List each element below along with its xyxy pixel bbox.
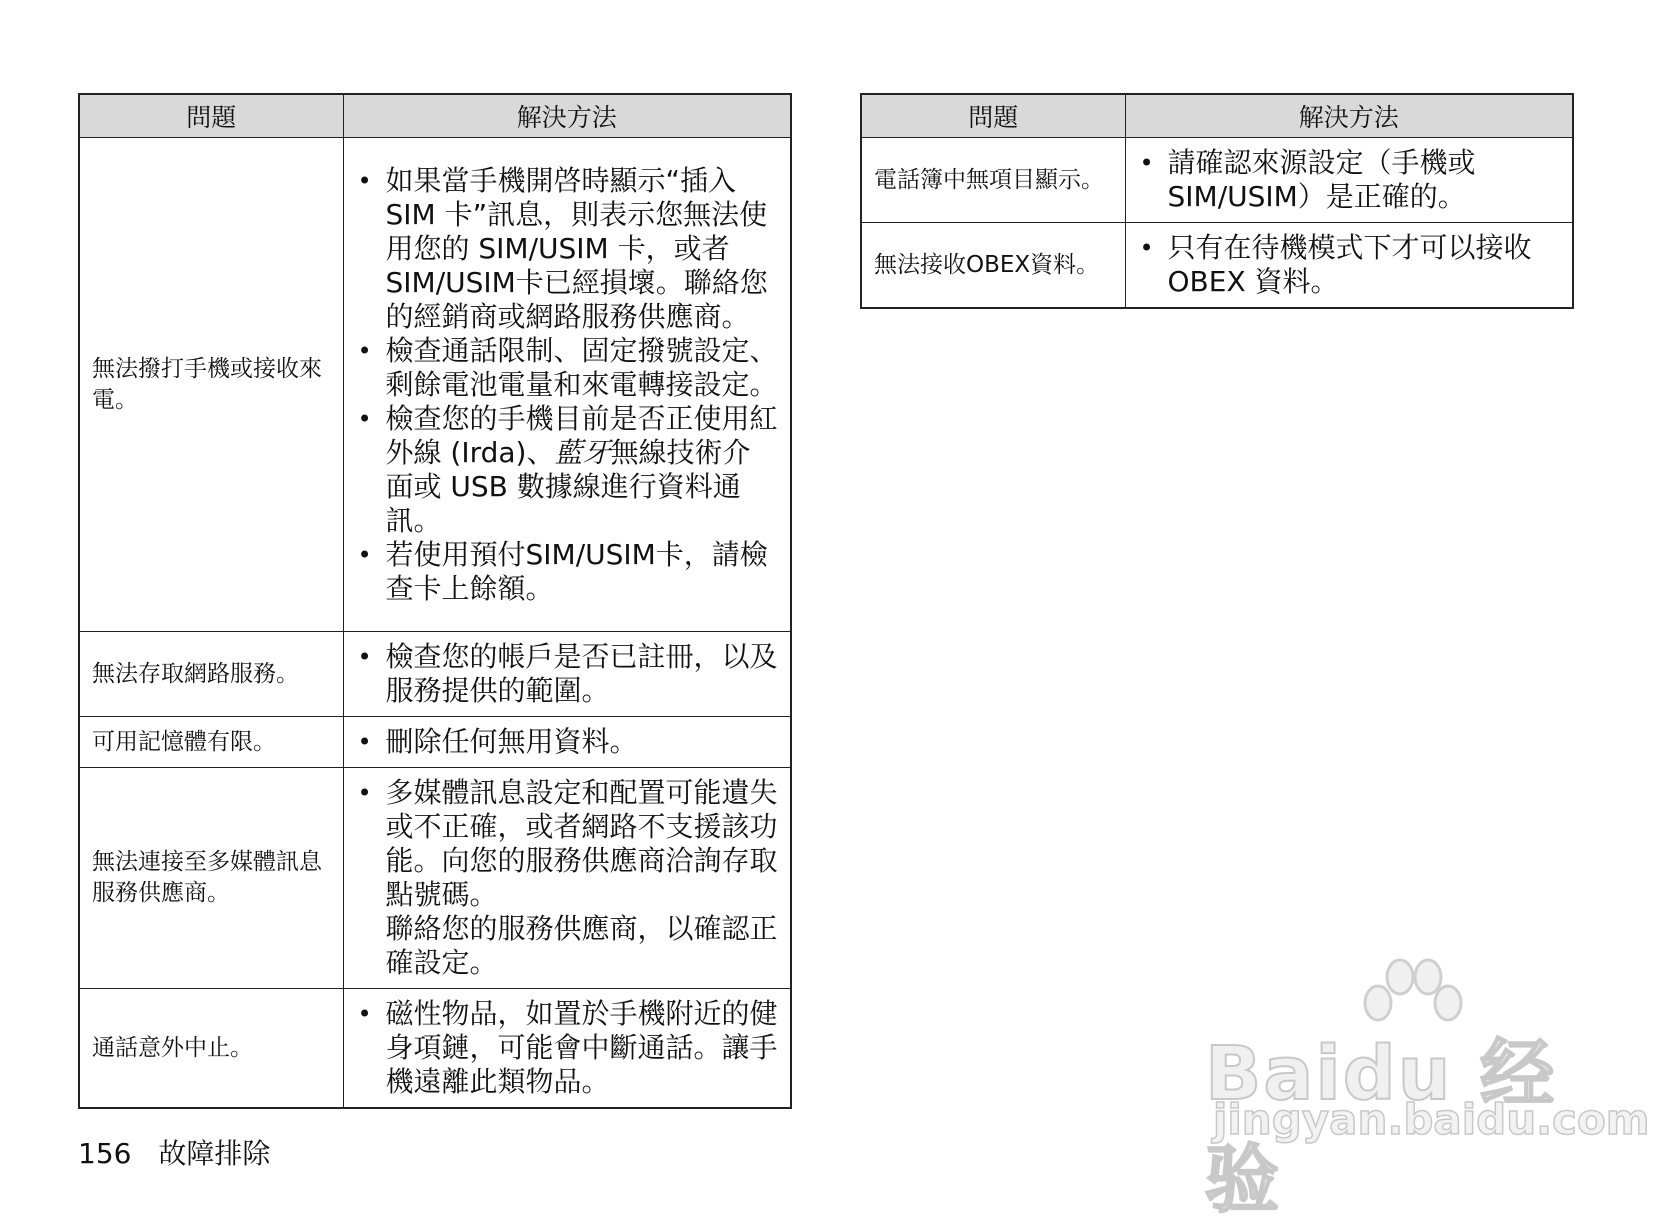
solution-cell — [1125, 138, 1573, 223]
baidu-watermark — [1205, 955, 1650, 1223]
header-solution: 解決方法 — [1125, 94, 1573, 138]
solution-item: • 檢查通話限制、固定撥號設定、剩餘電池電量和來電轉接設定。 — [356, 334, 779, 402]
table-row — [79, 989, 791, 1109]
watermark-url: jingyan.baidu.com — [1213, 1095, 1650, 1144]
solution-cell — [343, 138, 791, 632]
watermark-brand: Baidu 经验 — [1205, 1031, 1557, 1223]
solution-item: • 如果當手機開啓時顯示“插入 SIM 卡”訊息，則表示您無法使用您的 SIM/USIM 卡，或者SIM/USIM卡已經損壞。聯絡您的經銷商或網路服務供應商。 — [356, 164, 779, 334]
table-row — [79, 768, 791, 989]
table-row — [79, 138, 791, 632]
table-row — [861, 223, 1573, 309]
troubleshooting-table-right — [860, 93, 1574, 309]
problem-cell: 無法接收OBEX資料。 — [861, 223, 1125, 309]
solution-note: 聯絡您的服務供應商，以確認正確設定。 — [385, 912, 778, 979]
solution-item: • 刪除任何無用資料。 — [356, 725, 779, 759]
header-problem: 問題 — [861, 94, 1125, 138]
solution-item: • 只有在待機模式下才可以接收 OBEX 資料。 — [1138, 231, 1561, 299]
solution-item: • 磁性物品，如置於手機附近的健身項鏈，可能會中斷通話。讓手機遠離此類物品。 — [356, 997, 779, 1099]
header-solution: 解決方法 — [343, 94, 791, 138]
problem-cell: 無法存取網路服務。 — [79, 632, 343, 717]
solution-item: • 請確認來源設定（手機或SIM/USIM）是正確的。 — [1138, 146, 1561, 214]
problem-cell: 通話意外中止。 — [79, 989, 343, 1109]
solution-item — [356, 402, 779, 538]
table-row — [79, 632, 791, 717]
problem-cell: 電話簿中無項目顯示。 — [861, 138, 1125, 223]
solution-cell — [343, 768, 791, 989]
solution-text: 檢查您的手機目前是否正使用紅外線 (Irda)、 — [385, 401, 778, 469]
section-title: 故障排除 — [158, 1137, 271, 1170]
table-row — [861, 138, 1573, 223]
solution-text: 多媒體訊息設定和配置可能遺失或不正確，或者網路不支援該功能。向您的服務供應商洽詢存取點號碼。 — [385, 776, 778, 911]
troubleshooting-table-left — [78, 93, 792, 1109]
solution-item — [356, 776, 779, 980]
page-number: 156 — [78, 1137, 132, 1170]
problem-cell: 無法撥打手機或接收來電。 — [79, 138, 343, 632]
table-header-row — [861, 94, 1573, 138]
header-problem: 問題 — [79, 94, 343, 138]
solution-cell — [343, 632, 791, 717]
table-header-row — [79, 94, 791, 138]
solution-cell — [343, 989, 791, 1109]
solution-text: 無線技術介面或 USB 數據線進行資料通訊。 — [385, 435, 751, 537]
solution-item: • 若使用預付SIM/USIM卡，請檢查卡上餘額。 — [356, 538, 779, 606]
solution-cell — [343, 717, 791, 768]
page-footer — [78, 1132, 270, 1172]
bluetooth-term: 藍牙 — [554, 435, 611, 469]
solution-item: • 檢查您的帳戶是否已註冊，以及服務提供的範圍。 — [356, 640, 779, 708]
solution-cell — [1125, 223, 1573, 309]
problem-cell: 無法連接至多媒體訊息服務供應商。 — [79, 768, 343, 989]
problem-cell: 可用記憶體有限。 — [79, 717, 343, 768]
table-row — [79, 717, 791, 768]
